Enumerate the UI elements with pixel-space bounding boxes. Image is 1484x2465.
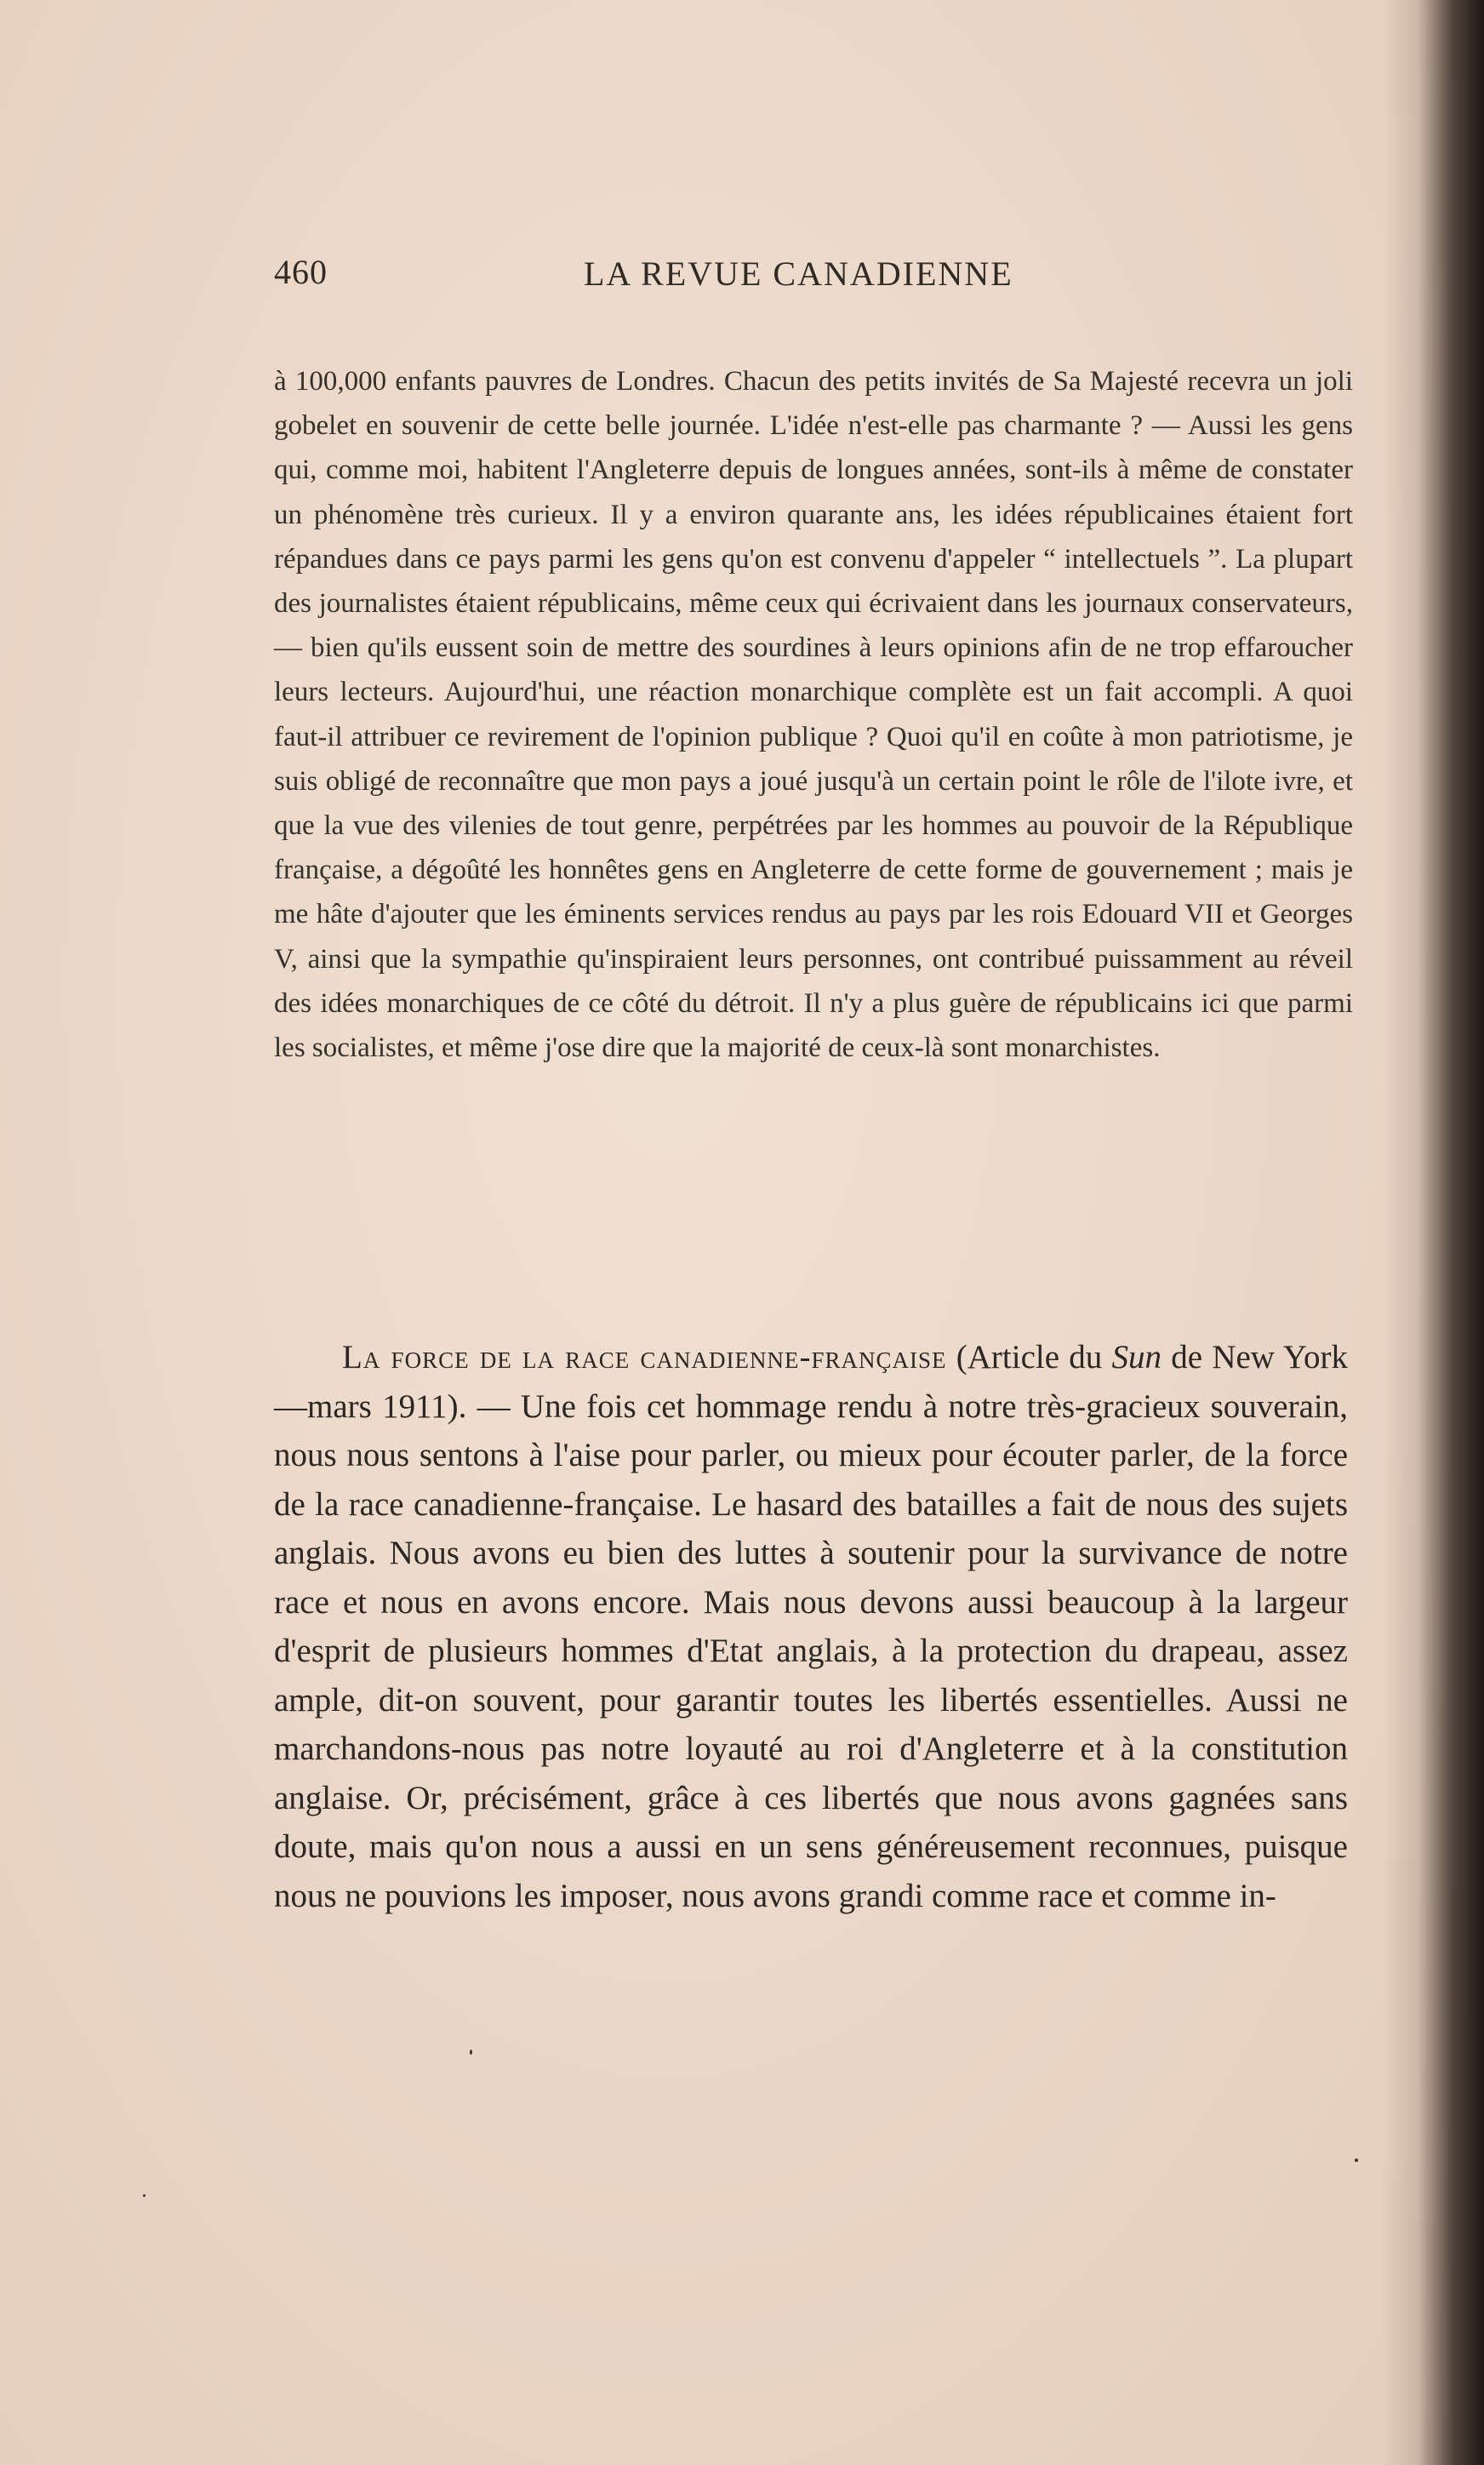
paper-speck [470, 2050, 472, 2055]
source-citation-open: (Article du [946, 1339, 1112, 1375]
paper-speck [1355, 2159, 1358, 2162]
paragraph-2-text: — Une fois cet hommage rendu à notre très-gracieux souverain, nous nous sentons à l'aise pour parler, ou mieux pour écouter parler, de la force de la race canadienne-française. Le hasard des batailles a fait de nous des sujets anglais. Nous avons eu bien des luttes à soutenir pour la survivance de notre race et nous en avons encore. Mais nous devons aussi beaucoup à la largeur d'esprit de plusieurs hommes d'Etat anglais, à la protection du drapeau, assez ample, dit-on souvent, pour garantir toutes les libertés essentielles. Aussi ne marchandons-nous pas notre loyauté au roi d'Angleterre et à la constitution anglaise. Or, précisément, grâce à ces libertés que nous avons gagnées sans doute, mais qu'on nous a aussi en un sens généreusement reconnues, puisque nous ne pouvions les imposer, nous avons grandi comme race et comme in- [274, 1387, 1348, 1914]
section-heading: La force de la race canadienne-française [342, 1339, 947, 1375]
body-paragraph-2 [274, 1333, 1348, 1920]
running-title: LA REVUE CANADIENNE [584, 255, 1013, 293]
book-spine-shadow [1382, 0, 1484, 2465]
source-publication: Sun [1111, 1339, 1162, 1375]
page-number: 460 [274, 253, 328, 291]
paragraph-1-text: à 100,000 enfants pauvres de Londres. Chacun des petits invités de Sa Majesté recevra un joli gobelet en souvenir de cette belle journée. L'idée n'est-elle pas charmante ? — Aussi les gens qui, comme moi, habitent l'Angleterre depuis de longues années, sont-ils à même de constater un phénomène très curieux. Il y a environ quarante ans, les idées républicaines étaient fort répandues dans ce pays parmi les gens qu'on est convenu d'appeler “ intellectuels ”. La plupart des journalistes étaient républicains, même ceux qui écrivaient dans les journaux conservateurs, — bien qu'ils eussent soin de mettre des sourdines à leurs opinions afin de ne trop effaroucher leurs lecteurs. Aujourd'hui, une réaction monarchique complète est un fait accompli. A quoi faut-il attribuer ce revirement de l'opinion publique ? Quoi qu'il en coûte à mon patriotisme, je suis obligé de reconnaître que mon pays a joué jusqu'à un certain point le rôle de l'ilote ivre, et que la vue des vilenies de tout genre, perpétrées par les hommes au pouvoir de la République française, a dégoûté les honnêtes gens en Angleterre de cette forme de gouvernement ; mais je me hâte d'ajouter que les éminents services rendus au pays par les rois Edouard VII et Georges V, ainsi que la sympathie qu'inspiraient leurs personnes, ont contribué puissamment au réveil des idées monarchiques de ce côté du détroit. Il n'y a plus guère de républicains ici que parmi les socialistes, et même j'ose dire que la majorité de ceux-là sont monarchistes. [274, 366, 1353, 1064]
paper-speck [143, 2194, 146, 2197]
page-header [274, 252, 1057, 303]
body-paragraph-1 [274, 359, 1353, 1070]
source-citation-close: de New York—mars 1911). [274, 1339, 1349, 1425]
